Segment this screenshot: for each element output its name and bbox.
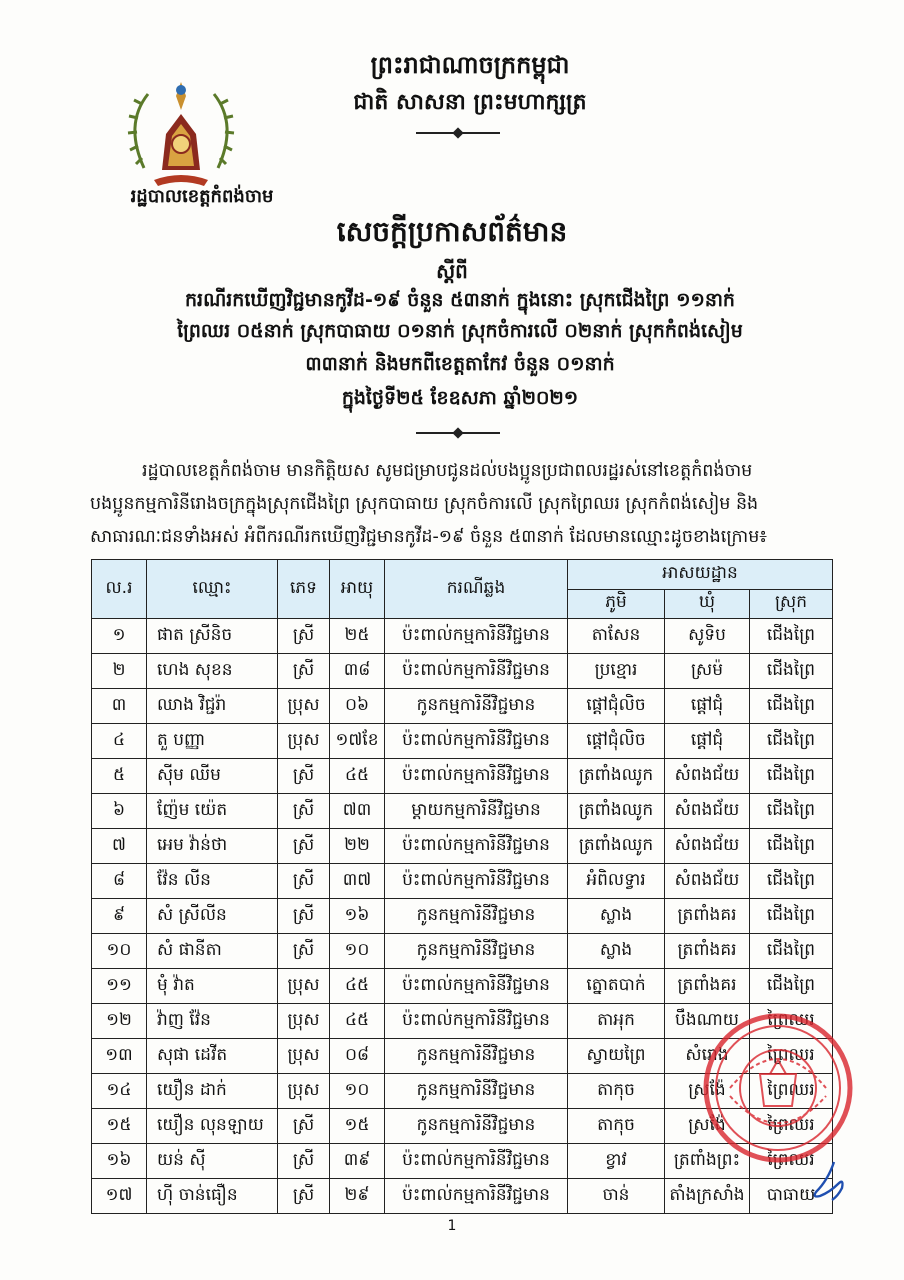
row-no-cell: ១០	[92, 934, 147, 969]
row-village-cell: តាកុច	[568, 1109, 665, 1144]
row-age-cell: ១០	[330, 934, 385, 969]
row-sex-cell: ស្រី	[278, 1109, 330, 1144]
row-district-cell: ព្រៃឈរ	[750, 1109, 833, 1144]
row-age-cell: ២៥	[330, 619, 385, 654]
row-commune-cell: សំពងជ័យ	[665, 829, 750, 864]
row-district-cell: ព្រៃឈរ	[750, 1039, 833, 1074]
table-row	[92, 654, 833, 689]
row-district-cell: ព្រៃឈរ	[750, 1004, 833, 1039]
national-motto: ជាតិ សាសនា ព្រះមហាក្សត្រ	[353, 90, 587, 115]
row-commune-cell: សំរោង	[665, 1039, 750, 1074]
row-district-cell: ជើងព្រៃ	[750, 689, 833, 724]
intro-line: បងប្អូនកម្មការិនីរោងចក្រក្នុងស្រុកជើងព្រៃ ស្រុកបាធាយ ស្រុកចំការលើ ស្រុកព្រៃឈរ ស្រុកកំពង់សៀម និង	[90, 494, 759, 514]
row-village-cell: ត្រពាំងឈូក	[568, 829, 665, 864]
row-village-cell: ផ្ដៅជុំលិច	[568, 689, 665, 724]
row-district-cell: ព្រៃឈរ	[750, 1144, 833, 1179]
row-case-cell: ប៉ះពាល់កម្មការិនីវិជ្ជមាន	[385, 829, 568, 864]
row-name-cell: សំ ស្រីលីន	[147, 899, 278, 934]
issuing-office: រដ្ឋបាលខេត្តកំពង់ចាម	[130, 186, 274, 207]
subject-date-line: ក្នុងថ្ងៃទី២៥ ខែឧសភា ឆ្នាំ២០២១	[341, 387, 579, 409]
row-name-cell: មុំ វ៉ាត	[147, 969, 278, 1004]
row-sex-cell: ស្រី	[278, 794, 330, 829]
row-commune-cell: សំពងជ័យ	[665, 794, 750, 829]
row-sex-cell: ប្រុស	[278, 724, 330, 759]
row-age-cell: ០៨	[330, 1039, 385, 1074]
row-village-cell: ផ្ដៅជុំលិច	[568, 724, 665, 759]
row-age-cell: ១៦	[330, 899, 385, 934]
row-name-cell: វ៉ែន លីន	[147, 864, 278, 899]
header-age: អាយុ	[330, 560, 385, 619]
row-name-cell: ស៊ីម ឈីម	[147, 759, 278, 794]
row-district-cell: ជើងព្រៃ	[750, 829, 833, 864]
document-subject-label: ស្ដីពី	[436, 259, 468, 283]
row-sex-cell: ស្រី	[278, 1179, 330, 1214]
row-name-cell: ញ៉ែម យ៉េត	[147, 794, 278, 829]
table-row	[92, 969, 833, 1004]
row-commune-cell: ស្រង៉ែ	[665, 1109, 750, 1144]
row-case-cell: ប៉ះពាល់កម្មការិនីវិជ្ជមាន	[385, 654, 568, 689]
header-no: ល.រ	[92, 560, 147, 619]
row-commune-cell: ស្រង៉ែ	[665, 1074, 750, 1109]
row-village-cell: ត្នោតបាក់	[568, 969, 665, 1004]
row-age-cell: ០៦	[330, 689, 385, 724]
row-case-cell: ប៉ះពាល់កម្មការិនីវិជ្ជមាន	[385, 1179, 568, 1214]
row-sex-cell: ប្រុស	[278, 969, 330, 1004]
row-case-cell: ប៉ះពាល់កម្មការិនីវិជ្ជមាន	[385, 619, 568, 654]
row-case-cell: ប៉ះពាល់កម្មការិនីវិជ្ជមាន	[385, 864, 568, 899]
row-sex-cell: ស្រី	[278, 619, 330, 654]
row-commune-cell: បឹងណាយ	[665, 1004, 750, 1039]
row-age-cell: ១៧ខែ	[330, 724, 385, 759]
row-age-cell: ១៥	[330, 1109, 385, 1144]
row-commune-cell: ត្រពាំងគរ	[665, 969, 750, 1004]
row-commune-cell: សូទិប	[665, 619, 750, 654]
row-district-cell: ជើងព្រៃ	[750, 934, 833, 969]
row-sex-cell: ស្រី	[278, 829, 330, 864]
row-district-cell: ជើងព្រៃ	[750, 794, 833, 829]
row-no-cell: ៨	[92, 864, 147, 899]
document-title: សេចក្ដីប្រកាសព័ត៌មាន	[336, 215, 568, 248]
row-name-cell: ផាត ស្រីនិច	[147, 619, 278, 654]
table-row	[92, 794, 833, 829]
row-age-cell: ៣៨	[330, 654, 385, 689]
row-district-cell: ជើងព្រៃ	[750, 969, 833, 1004]
row-village-cell: ត្រពាំងឈូក	[568, 794, 665, 829]
row-no-cell: ១៥	[92, 1109, 147, 1144]
row-sex-cell: ស្រី	[278, 934, 330, 969]
header-sex: ភេទ	[278, 560, 330, 619]
row-village-cell: ស្វាយព្រៃ	[568, 1039, 665, 1074]
row-district-cell: ជើងព្រៃ	[750, 619, 833, 654]
row-case-cell: កូនកម្មការិនីវិជ្ជមាន	[385, 689, 568, 724]
row-commune-cell: សំពងជ័យ	[665, 759, 750, 794]
row-district-cell: ព្រៃឈរ	[750, 1074, 833, 1109]
ornament-divider-bottom	[416, 432, 500, 434]
header-district: ស្រុក	[750, 589, 833, 619]
row-village-cell: ត្រពាំងឈូក	[568, 759, 665, 794]
row-village-cell: អំពិលទ្វារ	[568, 864, 665, 899]
row-age-cell: ៤៥	[330, 969, 385, 1004]
row-village-cell: តាកុច	[568, 1074, 665, 1109]
row-no-cell: ១១	[92, 969, 147, 1004]
table-row	[92, 724, 833, 759]
row-name-cell: យន់ ស៊ី	[147, 1144, 278, 1179]
row-commune-cell: ត្រពាំងព្រះ	[665, 1144, 750, 1179]
row-commune-cell: សំពងជ័យ	[665, 864, 750, 899]
row-name-cell: ហ៊ី ចាន់ធឿន	[147, 1179, 278, 1214]
row-district-cell: ជើងព្រៃ	[750, 759, 833, 794]
row-case-cell: ប៉ះពាល់កម្មការិនីវិជ្ជមាន	[385, 759, 568, 794]
subject-line-1: ករណីរកឃើញវិជ្ជមានកូវីដ-១៩ ចំនួន ៥៣នាក់ ក្នុងនោះ ស្រុកជើងព្រៃ ១១នាក់	[184, 289, 735, 311]
row-name-cell: យឿន លុនឡាយ	[147, 1109, 278, 1144]
subject-line-2: ព្រៃឈរ ០៥នាក់ ស្រុកបាធាយ ០១នាក់ ស្រុកចំការលើ ០២នាក់ ស្រុកកំពង់សៀម	[177, 320, 743, 342]
row-no-cell: ១២	[92, 1004, 147, 1039]
row-village-cell: ចាន់	[568, 1179, 665, 1214]
row-village-cell: តាសែន	[568, 619, 665, 654]
row-district-cell: ជើងព្រៃ	[750, 899, 833, 934]
row-case-cell: កូនកម្មការិនីវិជ្ជមាន	[385, 1109, 568, 1144]
row-district-cell: ជើងព្រៃ	[750, 724, 833, 759]
row-no-cell: ១	[92, 619, 147, 654]
row-no-cell: ១៤	[92, 1074, 147, 1109]
row-no-cell: ៣	[92, 689, 147, 724]
row-no-cell: ៧	[92, 829, 147, 864]
row-name-cell: សុផា ដេវីត	[147, 1039, 278, 1074]
row-age-cell: ២២	[330, 829, 385, 864]
kingdom-title: ព្រះរាជាណាចក្រកម្ពុជា	[370, 51, 570, 79]
official-seal-stamp	[700, 1010, 855, 1165]
row-age-cell: ៣៩	[330, 1144, 385, 1179]
row-district-cell: បាធាយ	[750, 1179, 833, 1214]
row-case-cell: កូនកម្មការិនីវិជ្ជមាន	[385, 934, 568, 969]
row-district-cell: ជើងព្រៃ	[750, 864, 833, 899]
row-village-cell: ស្លាង	[568, 899, 665, 934]
row-commune-cell: ផ្ដៅជុំ	[665, 689, 750, 724]
row-name-cell: តួ បញ្ញា	[147, 724, 278, 759]
row-name-cell: សំ ផានីតា	[147, 934, 278, 969]
row-name-cell: ឈាង វិជ្ជរ៉ា	[147, 689, 278, 724]
row-commune-cell: ត្រពាំងគរ	[665, 899, 750, 934]
row-case-cell: ប៉ះពាល់កម្មការិនីវិជ្ជមាន	[385, 1004, 568, 1039]
signature-mark	[808, 1158, 848, 1204]
row-village-cell: តាអុក	[568, 1004, 665, 1039]
row-no-cell: ១៧	[92, 1179, 147, 1214]
table-row	[92, 1179, 833, 1214]
row-no-cell: ៤	[92, 724, 147, 759]
row-no-cell: ៦	[92, 794, 147, 829]
ornament-divider-top	[416, 132, 500, 134]
table-row	[92, 899, 833, 934]
header-case: ករណីឆ្លង	[385, 560, 568, 619]
table-row	[92, 864, 833, 899]
row-case-cell: កូនកម្មការិនីវិជ្ជមាន	[385, 1074, 568, 1109]
row-case-cell: ម្ដាយកម្មការិនីវិជ្ជមាន	[385, 794, 568, 829]
subject-line-3: ៣៣នាក់ និងមកពីខេត្តតាកែវ ចំនួន ០១នាក់	[305, 353, 615, 375]
table-row	[92, 829, 833, 864]
row-no-cell: ៥	[92, 759, 147, 794]
row-no-cell: ៩	[92, 899, 147, 934]
row-sex-cell: ប្រុស	[278, 1074, 330, 1109]
intro-line: សាធារណៈជនទាំងអស់ អំពីករណីរកឃើញវិជ្ជមានកូវីដ-១៩ ចំនួន ៥៣នាក់ ដែលមានឈ្មោះដូចខាងក្រោម៖	[90, 527, 767, 547]
row-sex-cell: ស្រី	[278, 654, 330, 689]
row-no-cell: ១៦	[92, 1144, 147, 1179]
row-commune-cell: តាំងក្រសាំង	[665, 1179, 750, 1214]
header-name: ឈ្មោះ	[147, 560, 278, 619]
row-age-cell: ១០	[330, 1074, 385, 1109]
row-age-cell: ៧៣	[330, 794, 385, 829]
intro-paragraph	[90, 455, 840, 554]
row-village-cell: ស្លាង	[568, 934, 665, 969]
row-case-cell: ប៉ះពាល់កម្មការិនីវិជ្ជមាន	[385, 969, 568, 1004]
row-name-cell: វ៉ាញ វ៉ែន	[147, 1004, 278, 1039]
row-sex-cell: ស្រី	[278, 864, 330, 899]
table-row	[92, 759, 833, 794]
table-row	[92, 934, 833, 969]
row-sex-cell: ស្រី	[278, 759, 330, 794]
row-commune-cell: ត្រពាំងគរ	[665, 934, 750, 969]
row-case-cell: ប៉ះពាល់កម្មការិនីវិជ្ជមាន	[385, 724, 568, 759]
row-sex-cell: ប្រុស	[278, 1004, 330, 1039]
row-age-cell: ២៩	[330, 1179, 385, 1214]
row-name-cell: យឿន ដាក់	[147, 1074, 278, 1109]
provincial-emblem-logo	[118, 74, 244, 188]
header-village: ភូមិ	[568, 589, 665, 619]
row-age-cell: ៣៧	[330, 864, 385, 899]
row-case-cell: ប៉ះពាល់កម្មការិនីវិជ្ជមាន	[385, 1144, 568, 1179]
page-number: 1	[447, 1218, 457, 1234]
row-sex-cell: ប្រុស	[278, 689, 330, 724]
row-no-cell: ២	[92, 654, 147, 689]
header-address: អាសយដ្ឋាន	[568, 560, 833, 590]
row-commune-cell: ស្រម៉	[665, 654, 750, 689]
row-sex-cell: ស្រី	[278, 899, 330, 934]
row-district-cell: ជើងព្រៃ	[750, 654, 833, 689]
row-village-cell: ប្រខ្មោរ	[568, 654, 665, 689]
table-row	[92, 689, 833, 724]
row-case-cell: កូនកម្មការិនីវិជ្ជមាន	[385, 899, 568, 934]
row-name-cell: ហេង សុខន	[147, 654, 278, 689]
row-village-cell: ខ្វាវ	[568, 1144, 665, 1179]
row-commune-cell: ផ្ដៅជុំ	[665, 724, 750, 759]
row-age-cell: ៤៥	[330, 1004, 385, 1039]
row-case-cell: កូនកម្មការិនីវិជ្ជមាន	[385, 1039, 568, 1074]
intro-line: រដ្ឋបាលខេត្តកំពង់ចាម មានកិត្តិយស សូមជម្រាបជូនដល់បងប្អូនប្រជាពលរដ្ឋរស់នៅខេត្តកំពង់ចាម	[142, 461, 753, 481]
header-commune: ឃុំ	[665, 589, 750, 619]
row-sex-cell: ស្រី	[278, 1144, 330, 1179]
table-row	[92, 619, 833, 654]
row-age-cell: ៤៥	[330, 759, 385, 794]
row-sex-cell: ប្រុស	[278, 1039, 330, 1074]
row-name-cell: អេម វ៉ាន់ថា	[147, 829, 278, 864]
row-no-cell: ១៣	[92, 1039, 147, 1074]
